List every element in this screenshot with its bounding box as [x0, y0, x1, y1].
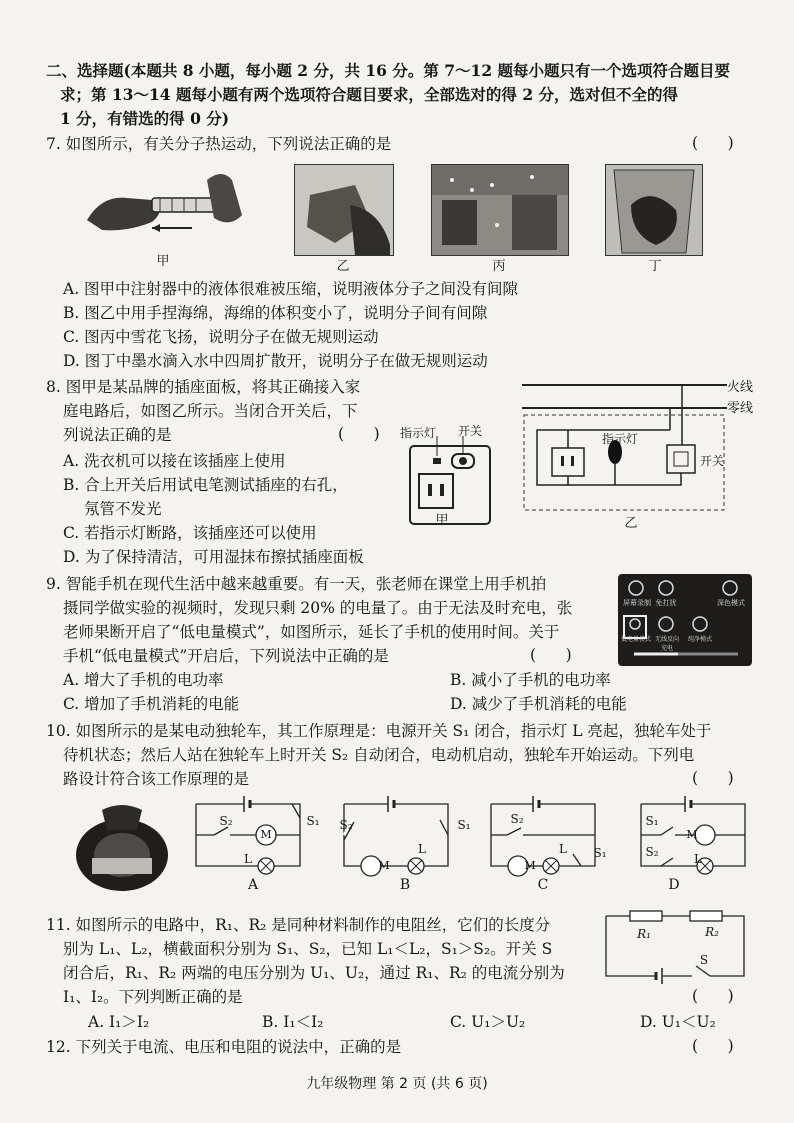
q8-stem-line2: 庭电路后，如图乙所示。当闭合开关后，下 — [63, 402, 358, 420]
q7-option-d: D. 图丁中墨水滴入水中四周扩散开，说明分子在做无规则运动 — [63, 352, 488, 370]
q11-stem-line4: I₁、I₂。下列判断正确的是 — [63, 988, 243, 1006]
q8-option-b-line1: B. 合上开关后用试电笔测试插座的右孔， — [63, 476, 348, 494]
q8-answer-paren: ( ) — [338, 425, 380, 443]
q7-option-a: A. 图甲中注射器中的液体很难被压缩，说明液体分子之间没有间隙 — [63, 280, 519, 298]
fig-yi-live-wire-label: 火线 — [726, 380, 753, 395]
circuit-d-caption: D — [668, 877, 680, 893]
circuit-b-motor-label: M — [378, 859, 390, 872]
q10-stem-line1: 10. 如图所示的是某电动独轮车，其工作原理是：电源开关 S₁ 闭合，指示灯 L 亮起，独轮车处于 — [46, 722, 712, 740]
phone-label-pure-mode: 纯净模式 — [687, 636, 712, 643]
page-footer: 九年级物理 第 2 页 (共 6 页) — [306, 1076, 488, 1092]
q11-option-d: D. U₁＜U₂ — [640, 1013, 716, 1031]
circuit-d-lamp-label: L — [694, 852, 702, 866]
q12-answer-paren: ( ) — [692, 1037, 734, 1055]
circuit-d-motor-label: M — [686, 828, 698, 841]
q10-stem-line2: 待机状态；然后人站在独轮车上时开关 S₂ 自动闭合，电动机启动，独轮车开始运动。下列电 — [63, 746, 695, 764]
circuit-a-motor-label: M — [260, 828, 272, 841]
phone-control-icons — [618, 574, 752, 666]
q7-caption-ding: 丁 — [648, 259, 662, 274]
q7-answer-paren: ( ) — [692, 134, 734, 152]
q9-stem-line2: 摄同学做实验的视频时，发现只剩 20% 的电量了。由于无法及时充电，张 — [63, 599, 573, 617]
phone-label-screen-record: 屏幕录制 — [623, 599, 651, 607]
q11-stem-line1: 11. 如图所示的电路中，R₁、R₂ 是同种材料制作的电阻丝，它们的长度分 — [46, 916, 551, 934]
circuit-b-lamp-label: L — [418, 842, 426, 856]
circuit-d-s2-label: S₂ — [645, 845, 659, 859]
circuit-a-caption: A — [247, 877, 259, 893]
fig-yi-neutral-wire-label: 零线 — [726, 401, 753, 416]
q12-stem: 12. 下列关于电流、电压和电阻的说法中，正确的是 — [46, 1038, 402, 1056]
q9-option-c: C. 增加了手机消耗的电能 — [63, 695, 240, 713]
circuit-d-s1-label: S₁ — [645, 814, 659, 828]
q8-stem-line1: 8. 图甲是某品牌的插座面板，将其正确接入家 — [46, 378, 361, 396]
circuit-c-motor-label: M — [524, 859, 536, 872]
q9-option-d: D. 减少了手机消耗的电能 — [450, 695, 627, 713]
q10-stem-line3: 路设计符合该工作原理的是 — [63, 770, 250, 788]
q7-option-b: B. 图乙中用手捏海绵，海绵的体积变小了，说明分子间有间隙 — [63, 304, 488, 322]
phone-label-dark-mode: 深色模式 — [717, 599, 745, 607]
unicycle-photo — [72, 800, 172, 895]
q8-option-b-line2: 氖管不发光 — [84, 500, 162, 518]
syringe-photo — [82, 160, 257, 250]
fig-yi-caption: 乙 — [624, 516, 638, 531]
phone-label-low-power: 低电量模式 — [620, 636, 651, 643]
q8-option-c: C. 若指示灯断路，该插座还可以使用 — [63, 524, 317, 542]
q8-option-a: A. 洗衣机可以接在该插座上使用 — [63, 452, 286, 470]
q11-r2-label: R₂ — [705, 925, 719, 939]
phone-control-center — [618, 574, 752, 666]
q11-stem-line3: 闭合后，R₁、R₂ 两端的电压分别为 U₁、U₂，通过 R₁、R₂ 的电流分别为 — [63, 964, 565, 982]
q11-circuit-diagram — [600, 904, 750, 986]
q9-stem-line4: 手机“低电量模式”开启后，下列说法中正确的是 — [63, 647, 389, 665]
fig-yi-switch-label: 开关 — [699, 454, 724, 468]
q11-switch-label: S — [699, 953, 709, 967]
q9-option-a: A. 增大了手机的电功率 — [63, 671, 224, 689]
circuit-b-s1-label: S₁ — [457, 818, 471, 832]
q8-stem-line3: 列说法正确的是 — [63, 426, 172, 444]
q11-option-a: A. I₁＞I₂ — [88, 1013, 150, 1031]
section-header-line1: 二、选择题(本题共 8 小题，每小题 2 分，共 16 分。第 7～12 题每小题只有一个选项符合题目要 — [46, 61, 731, 80]
q11-option-c: C. U₁＞U₂ — [450, 1013, 526, 1031]
q11-r1-label: R₁ — [637, 927, 651, 941]
q11-option-b: B. I₁＜I₂ — [262, 1013, 324, 1031]
circuit-b-caption: B — [399, 877, 411, 893]
fig-jia-indicator-label: 指示灯 — [399, 426, 436, 440]
circuit-c-lamp-label: L — [559, 842, 567, 856]
fig-yi-indicator-label: 指示灯 — [601, 432, 638, 446]
fig-jia-switch-label: 开关 — [457, 424, 482, 438]
q7-caption-jia: 甲 — [156, 254, 170, 269]
circuit-a-s1-label: S₁ — [306, 814, 320, 828]
q11-answer-paren: ( ) — [692, 987, 734, 1005]
sponge-photo — [294, 164, 394, 256]
section-header-line3: 1 分，有错选的得 0 分) — [60, 109, 230, 128]
q7-caption-yi: 乙 — [336, 259, 350, 274]
q10-answer-paren: ( ) — [692, 769, 734, 787]
circuit-a-lamp-label: L — [244, 852, 252, 866]
snow-photo — [431, 164, 569, 256]
section-header-line2: 求；第 13～14 题每小题有两个选项符合题目要求，全部选对的得 2 分，选对但不全的得 — [60, 85, 679, 104]
phone-label-do-not-disturb: 免打扰 — [655, 599, 677, 607]
q9-option-b: B. 减小了手机的电功率 — [450, 671, 611, 689]
q9-stem-line1: 9. 智能手机在现代生活中越来越重要。有一天，张老师在课堂上用手机拍 — [46, 575, 547, 593]
circuit-c-s1-label: S₁ — [593, 846, 607, 860]
circuit-a-s2-label: S₂ — [219, 814, 233, 828]
ink-water-photo — [605, 164, 703, 256]
phone-label-reverse-charge: 无线反向充电 — [654, 636, 679, 652]
q11-stem-line2: 别为 L₁、L₂，横截面积分别为 S₁、S₂，已知 L₁＜L₂，S₁＞S₂。开关 S — [63, 940, 553, 958]
circuit-c-caption: C — [537, 877, 549, 893]
q8-option-d: D. 为了保持清洁，可用湿抹布擦拭插座面板 — [63, 548, 364, 566]
q7-caption-bing: 丙 — [492, 259, 506, 274]
fig-jia-caption: 甲 — [435, 513, 449, 528]
q9-stem-line3: 老师果断开启了“低电量模式”，如图所示，延长了手机的使用时间。关于 — [63, 623, 560, 641]
q7-option-c: C. 图丙中雪花飞扬，说明分子在做无规则运动 — [63, 328, 379, 346]
q9-answer-paren: ( ) — [530, 646, 572, 664]
q7-stem: 7. 如图所示，有关分子热运动，下列说法正确的是 — [46, 135, 392, 153]
circuit-c-s2-label: S₂ — [510, 812, 524, 826]
circuit-b-s2-label: S₂ — [339, 818, 353, 832]
